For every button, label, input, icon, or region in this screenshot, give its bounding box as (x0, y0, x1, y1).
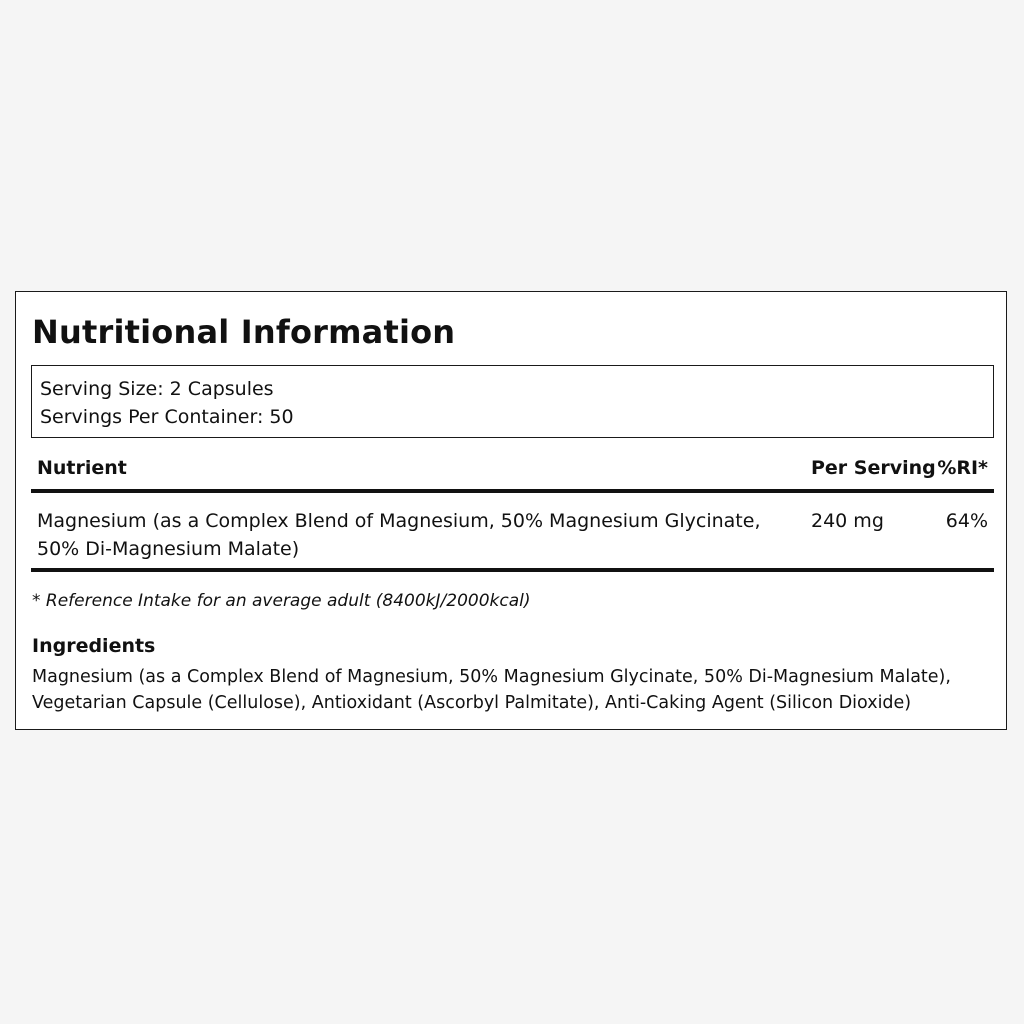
header-per-serving: Per Serving (811, 457, 936, 479)
table-row (31, 493, 994, 572)
nutrient-table-header (31, 455, 994, 493)
ingredients-text: Magnesium (as a Complex Blend of Magnesium, 50% Magnesium Glycinate, 50% Di-Magnesium Malate), Vegetarian Capsule (Cellulose), Antioxidant (Ascorbyl Palmitate), Anti-Caking Agent (Silicon Dioxide) (32, 667, 951, 713)
reference-intake-footnote: * Reference Intake for an average adult (8400kJ/2000kcal) (32, 591, 531, 611)
header-ri: %RI* (937, 457, 988, 479)
panel-title: Nutritional Information (32, 313, 456, 351)
header-nutrient: Nutrient (37, 457, 127, 479)
row-per-serving: 240 mg (811, 510, 884, 532)
row-nutrient: Magnesium (as a Complex Blend of Magnesium, 50% Magnesium Glycinate, 50% Di-Magnesium Malate) (37, 510, 761, 560)
servings-per-container: Servings Per Container: 50 (40, 406, 294, 428)
serving-info-box (31, 365, 994, 438)
row-ri: 64% (945, 510, 988, 532)
serving-size: Serving Size: 2 Capsules (40, 378, 274, 400)
ingredients-heading: Ingredients (32, 635, 156, 657)
nutrition-panel (15, 291, 1007, 730)
